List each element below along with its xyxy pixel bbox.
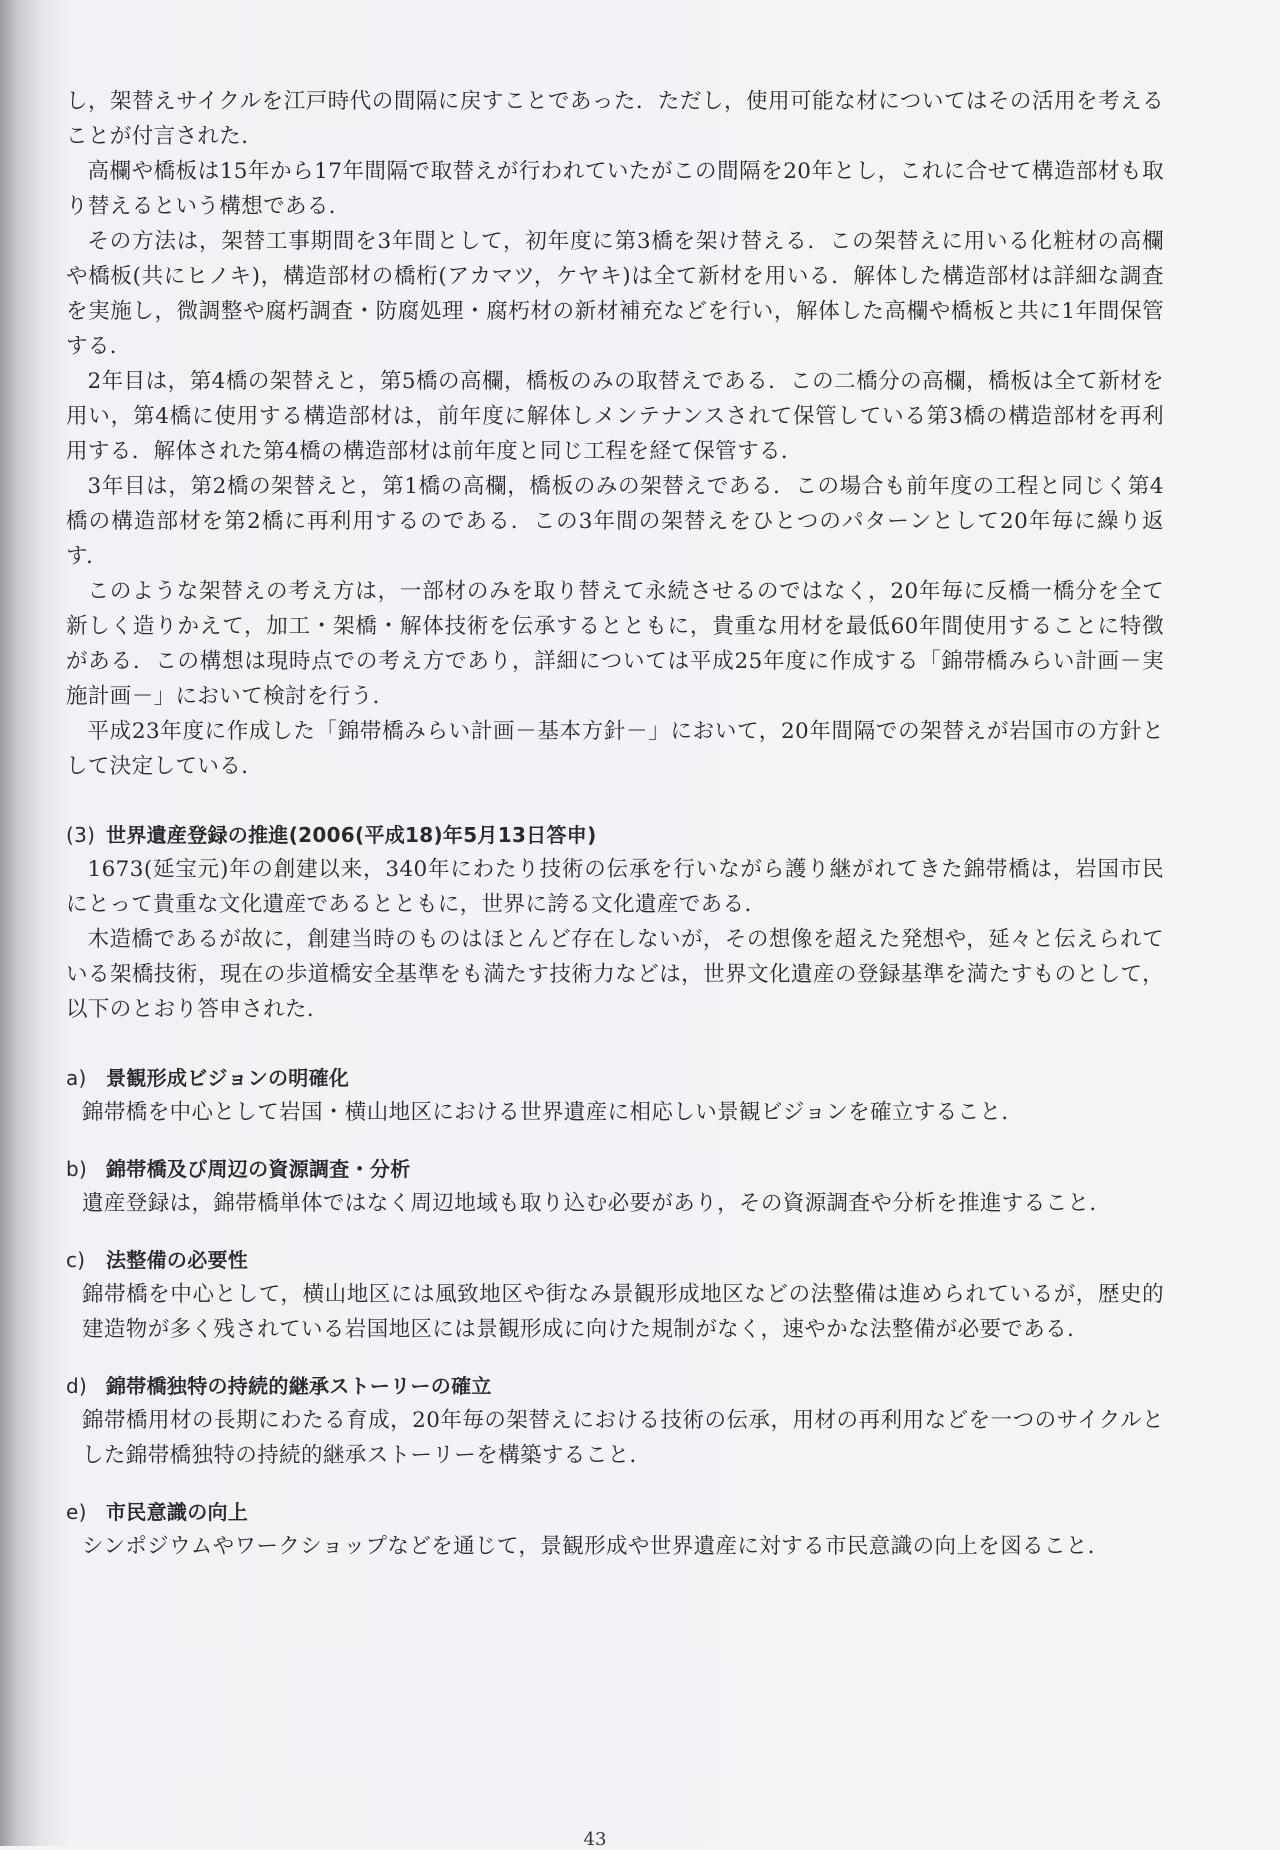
subsection-label: a): [66, 1066, 87, 1090]
intro-paragraph: 3年目は，第2橋の架替えと，第1橋の高欄，橋板のみの架替えである．この場合も前年度の工程と同じく第4橋の構造部材を第2橋に再利用するのである．この3年間の架替えをひとつのパターンとして20年毎に繰り返す．: [66, 474, 1164, 569]
intro-paragraph: 2年目は，第4橋の架替えと，第5橋の高欄，橋板のみの取替えである．この二橋分の高欄，橋板は全て新材を用い，第4橋に使用する構造部材は，前年度に解体しメンテナンスされて保管している第3橋の構造部材を再利用する．解体された第4橋の構造部材は前年度と同じ工程を経て保管する．: [66, 369, 1164, 464]
subsection-c: [66, 1243, 1164, 1347]
subsection-heading: [66, 1152, 1164, 1186]
subsection-text: 遺産登録は，錦帯橋単体ではなく周辺地域も取り込む必要があり，その資源調査や分析を推進すること．: [82, 1191, 1112, 1216]
subsection-label: c): [66, 1248, 86, 1272]
subsection-text: シンポジウムやワークショップなどを通じて，景観形成や世界遺産に対する市民意識の向上を図ること．: [82, 1534, 1110, 1559]
subsection-b: [66, 1152, 1164, 1221]
page-body: [66, 84, 1164, 1564]
subsection-heading: [66, 1495, 1164, 1529]
subsection-heading: [66, 1243, 1164, 1277]
subsection-title: 錦帯橋及び周辺の資源調査・分析: [106, 1157, 411, 1181]
subsection-title: 法整備の必要性: [106, 1248, 249, 1272]
subsection-label: b): [66, 1157, 88, 1181]
subsection-label: e): [66, 1500, 87, 1524]
section-heading: [66, 818, 1164, 852]
section-paragraph: 1673(延宝元)年の創建以来，340年にわたり技術の伝承を行いながら護り継がれてきた錦帯橋は，岩国市民にとって貴重な文化遺産であるとともに，世界に誇る文化遺産である．: [66, 857, 1164, 917]
intro-paragraph: このような架替えの考え方は，一部材のみを取り替えて永続させるのではなく，20年毎に反橋一橋分を全て新しく造りかえて，加工・架橋・解体技術を伝承するとともに，貴重な用材を最低60年間使用することに特徴がある．この構想は現時点での考え方であり，詳細については平成25年度に作成する「錦帯橋みらい計画－実施計画－」において検討を行う．: [66, 579, 1164, 709]
subsection-heading: [66, 1061, 1164, 1095]
intro-paragraph: 平成23年度に作成した「錦帯橋みらい計画－基本方針－」において，20年間隔での架替えが岩国市の方針として決定している．: [66, 719, 1164, 779]
subsection-title: 市民意識の向上: [106, 1500, 249, 1524]
subsection-e: [66, 1495, 1164, 1564]
subsection-text: 錦帯橋を中心として岩国・横山地区における世界遺産に相応しい景観ビジョンを確立すること．: [82, 1100, 1024, 1125]
section-paragraph: 木造橋であるが故に，創建当時のものはほとんど存在しないが，その想像を超えた発想や，延々と伝えられている架橋技術，現在の歩道橋安全基準をも満たす技術力などは，世界文化遺産の登録基準を満たすものとして，以下のとおり答申された．: [66, 927, 1164, 1022]
subsection-text: 錦帯橋用材の長期にわたる育成，20年毎の架替えにおける技術の伝承，用材の再利用などを一つのサイクルとした錦帯橋独特の持続的継承ストーリーを構築すること．: [82, 1408, 1164, 1468]
subsection-a: [66, 1061, 1164, 1130]
subsection-text: 錦帯橋を中心として，横山地区には風致地区や街なみ景観形成地区などの法整備は進められているが，歴史的建造物が多く残されている岩国地区には景観形成に向けた規制がなく，速やかな法整備が必要である．: [82, 1282, 1164, 1342]
subsection-heading: [66, 1369, 1164, 1403]
section-title: 世界遺産登録の推進(2006(平成18)年5月13日答申): [106, 823, 597, 847]
subsection-label: d): [66, 1374, 88, 1398]
intro-paragraph: し，架替えサイクルを江戸時代の間隔に戻すことであった．ただし，使用可能な材についてはその活用を考えることが付言された．: [66, 89, 1164, 149]
page-number: 43: [583, 1829, 607, 1850]
intro-paragraph: その方法は，架替工事期間を3年間として，初年度に第3橋を架け替える．この架替えに用いる化粧材の高欄や橋板(共にヒノキ)，構造部材の橋桁(アカマツ，ケヤキ)は全て新材を用いる．解体した構造部材は詳細な調査を実施し，微調整や腐朽調査・防腐処理・腐朽材の新材補充などを行い，解体した高欄や橋板と共に1年間保管する．: [66, 229, 1164, 359]
subsection-title: 景観形成ビジョンの明確化: [106, 1066, 350, 1090]
subsection-d: [66, 1369, 1164, 1473]
intro-paragraph: 高欄や橋板は15年から17年間隔で取替えが行われていたがこの間隔を20年とし，これに合せて構造部材も取り替えるという構想である．: [66, 159, 1164, 219]
subsection-title: 錦帯橋独特の持続的継承ストーリーの確立: [106, 1374, 492, 1398]
section-number: (3): [66, 823, 96, 847]
